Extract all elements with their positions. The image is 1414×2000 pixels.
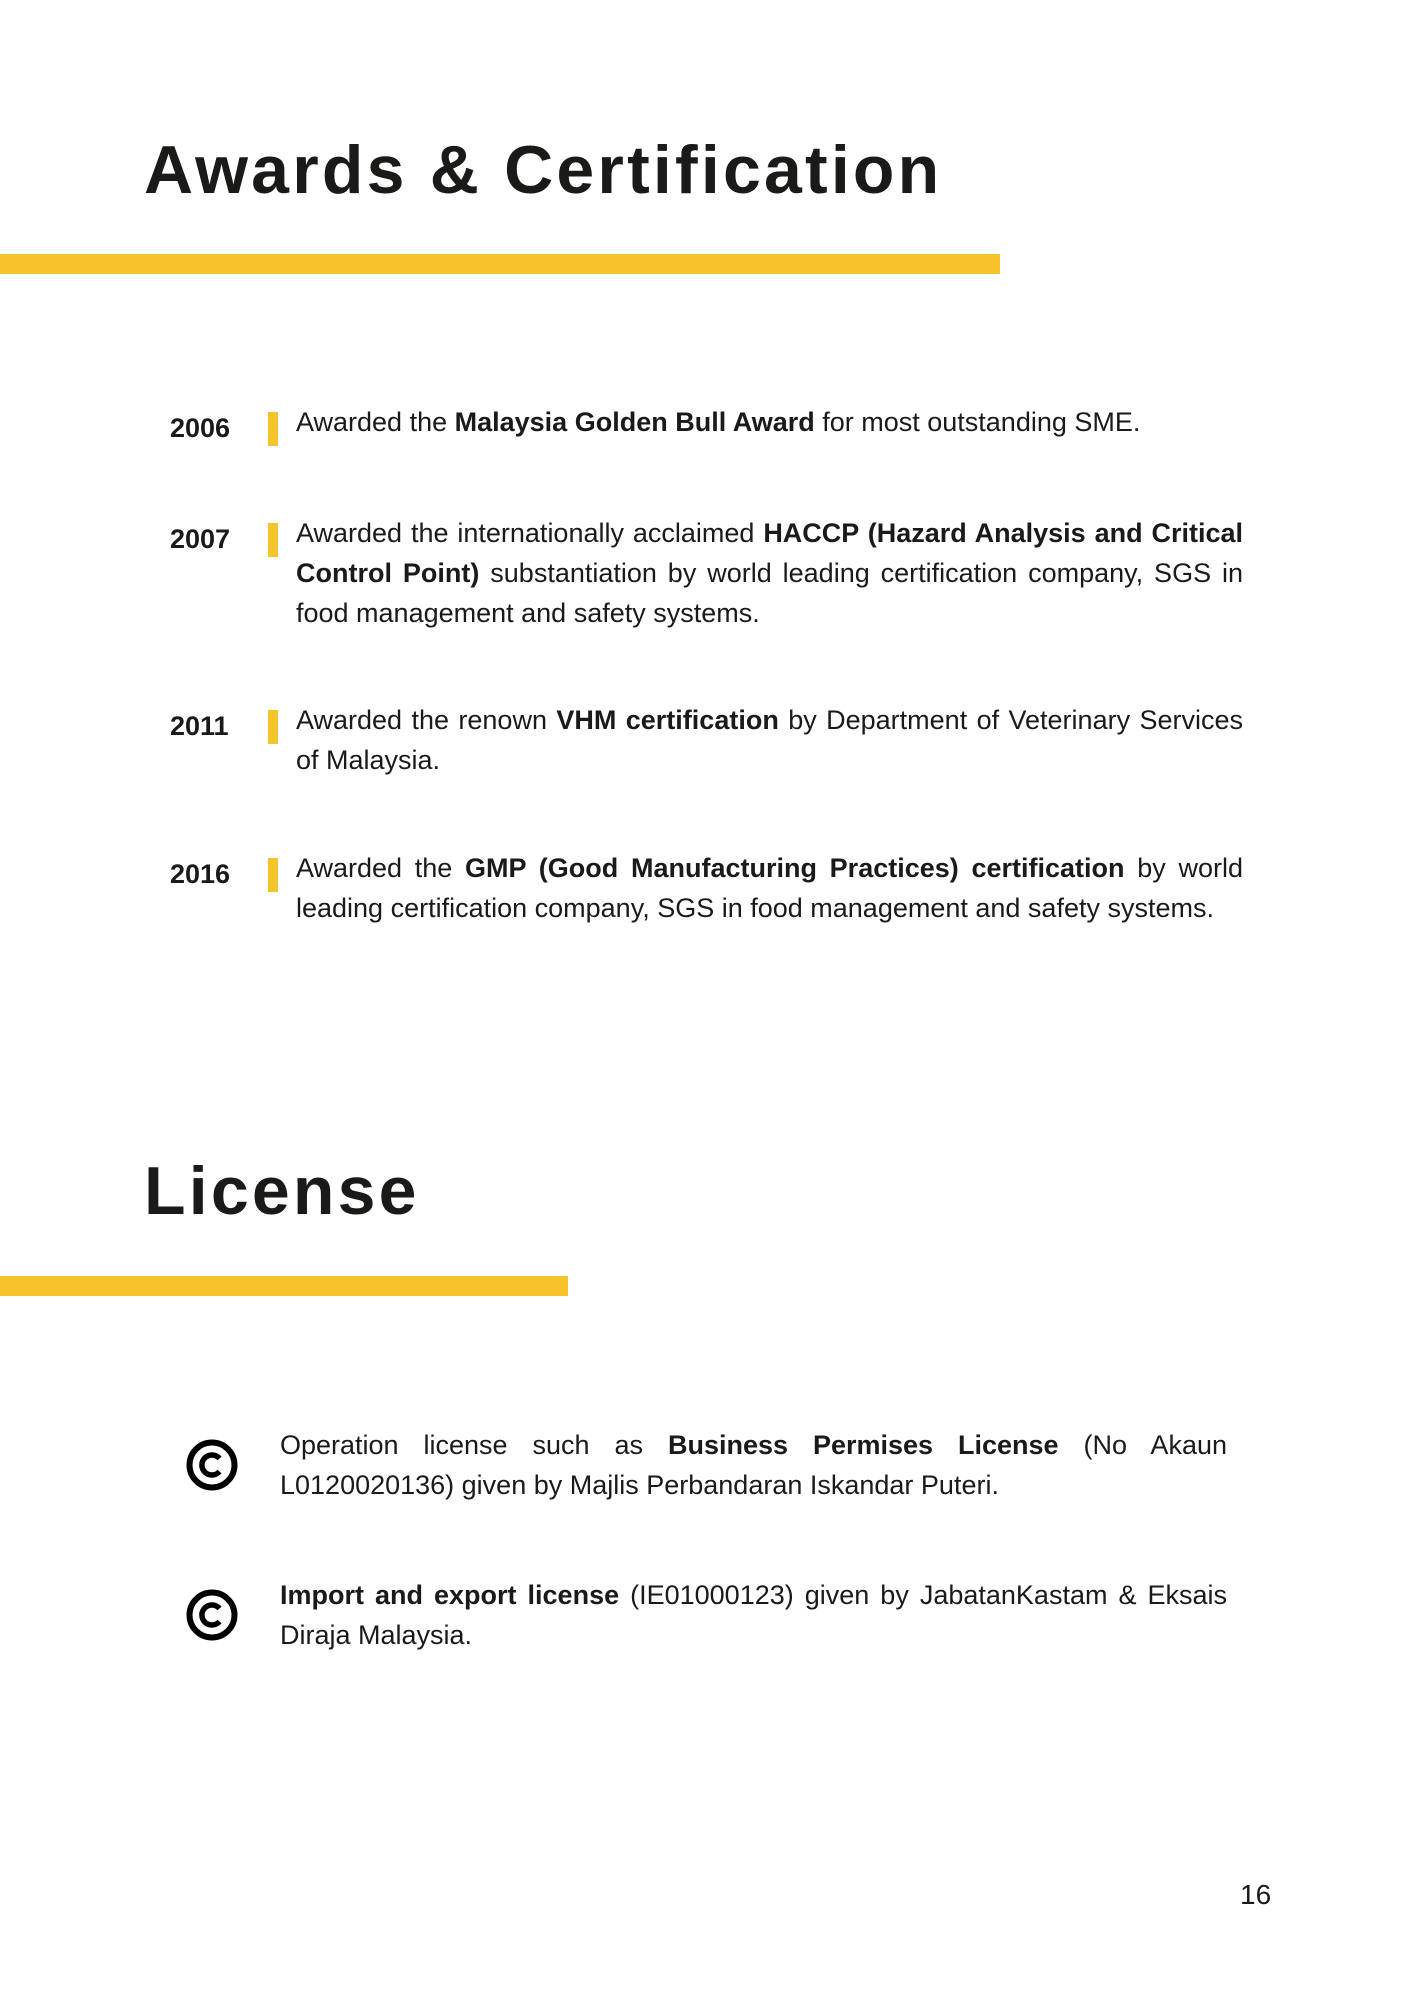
award-name: GMP (Good Manufacturing Practices) certification [465, 853, 1125, 883]
year-marker [268, 858, 278, 892]
awards-accent-bar [0, 254, 1000, 274]
license-name: Import and export license [280, 1580, 620, 1610]
license-heading: License [144, 1153, 420, 1229]
page-number: 16 [1240, 1879, 1272, 1910]
award-year: 2006 [170, 413, 231, 443]
award-description: Awarded the renown VHM certification by Department of Veterinary Services of Malaysia. [296, 705, 1244, 775]
award-name: VHM certification [556, 705, 779, 735]
year-marker [268, 710, 278, 744]
license-description: Operation license such as Business Permises License (No Akaun L0120020136) given by Majlis Perbandaran Iskandar Puteri. [280, 1430, 1227, 1500]
copyright-icon [186, 1589, 238, 1641]
award-description: Awarded the internationally acclaimed HACCP (Hazard Analysis and Critical Control Point) substantiation by world leading certification company, SGS in food management and safety systems. [296, 518, 1243, 628]
license-description: Import and export license (IE01000123) given by JabatanKastam & Eksais Diraja Malaysia. [280, 1580, 1228, 1650]
award-name: Malaysia Golden Bull Award [454, 407, 815, 437]
license-name: Business Permises License [667, 1430, 1059, 1460]
award-year: 2011 [170, 711, 229, 741]
award-description: Awarded the Malaysia Golden Bull Award for most outstanding SME. [296, 407, 1141, 437]
award-year: 2016 [170, 859, 231, 889]
year-marker [268, 412, 278, 446]
award-name: HACCP (Hazard Analysis and Critical Control Point) [296, 518, 1243, 588]
year-marker [268, 523, 278, 557]
award-description: Awarded the GMP (Good Manufacturing Practices) certification by world leading certification company, SGS in food management and safety systems. [296, 853, 1243, 923]
award-year: 2007 [170, 524, 231, 554]
awards-heading: Awards & Certification [144, 132, 943, 208]
license-accent-bar [0, 1276, 568, 1296]
copyright-icon [186, 1439, 238, 1491]
